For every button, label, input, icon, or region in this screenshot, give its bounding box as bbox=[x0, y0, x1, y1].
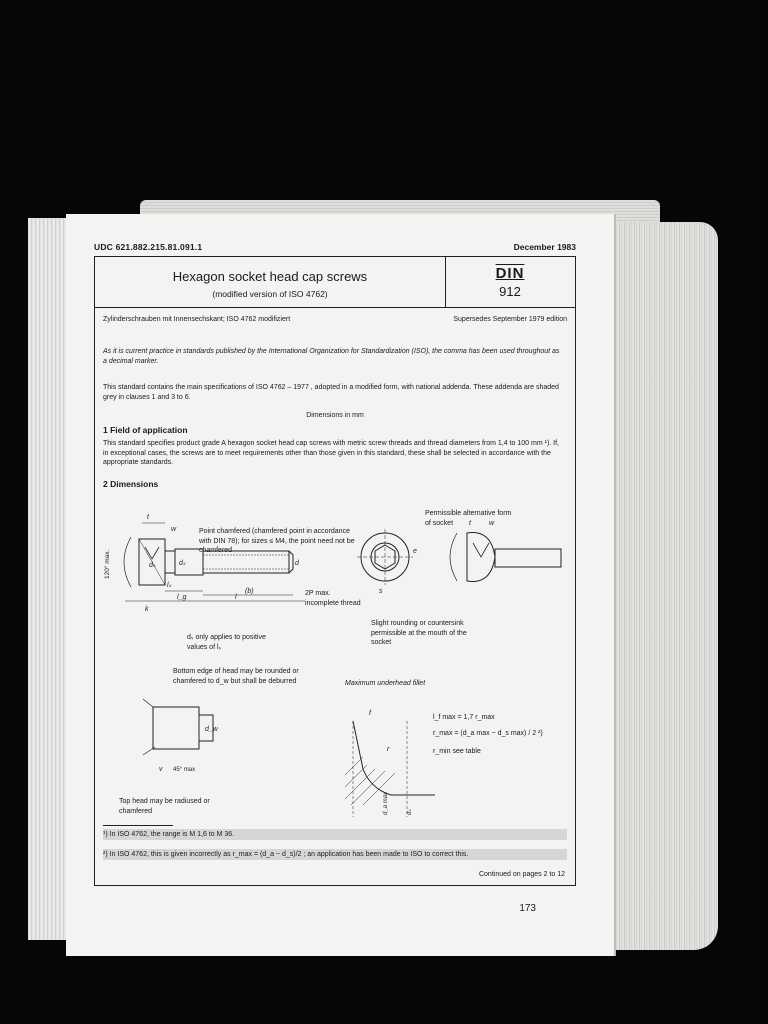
svg-text:t: t bbox=[469, 520, 471, 527]
fillet-formula-3: r_min see table bbox=[433, 748, 481, 755]
continued-note: Continued on pages 2 to 12 bbox=[478, 871, 565, 878]
section-2-heading: 2 Dimensions bbox=[103, 479, 159, 489]
svg-text:dₛ: dₛ bbox=[407, 809, 413, 815]
ds-note-label: dₛ only applies to positive values of lₛ bbox=[187, 634, 266, 651]
dimensions-note: Dimensions in mm bbox=[306, 412, 364, 419]
decimal-note: As it is current practice in standards published by the International Organization for Standardization (ISO), the comma has been used throughout as a decimal marker. bbox=[103, 348, 560, 365]
document-frame bbox=[94, 256, 576, 886]
head-detail-view bbox=[143, 699, 219, 773]
socket-end-view bbox=[357, 529, 417, 595]
svg-text:f: f bbox=[369, 710, 371, 717]
svg-text:r: r bbox=[387, 746, 390, 753]
svg-text:s: s bbox=[379, 588, 383, 595]
svg-text:v: v bbox=[159, 766, 163, 773]
svg-text:k: k bbox=[145, 606, 149, 613]
svg-text:w: w bbox=[171, 526, 177, 533]
svg-text:t: t bbox=[147, 514, 149, 521]
footnote-2: ²) In ISO 4762, this is given incorrectly as r_max = (d_a − d_s)/2 ; an application has been made to ISO to correct this. bbox=[103, 849, 567, 860]
svg-text:l: l bbox=[235, 594, 237, 601]
udc-code: UDC 621.882.215.81.091.1 bbox=[94, 242, 203, 252]
incomplete-thread-label: 2P max. incomplete thread bbox=[305, 590, 361, 607]
document-page bbox=[66, 214, 614, 956]
din-block bbox=[445, 257, 575, 308]
svg-text:45° max: 45° max bbox=[173, 767, 196, 773]
title-block bbox=[95, 257, 446, 308]
svg-text:d_a max: d_a max bbox=[383, 791, 389, 815]
fillet-formula-1: l_f max = 1,7 r_max bbox=[433, 714, 495, 721]
slight-rounding-label: Slight rounding or countersink permissible at the mouth of the socket bbox=[371, 620, 467, 646]
page-subtitle: (modified version of ISO 4762) bbox=[212, 289, 328, 299]
page-number: 173 bbox=[519, 903, 536, 914]
point-chamfered-label: Point chamfered (chamfered point in accordance with DIN 78); for sizes ≤ M4, the point need not be chamfered bbox=[199, 528, 355, 554]
max-underhead-label: Maximum underhead fillet bbox=[345, 680, 426, 687]
page-title: Hexagon socket head cap screws bbox=[172, 269, 368, 284]
fillet-detail-view bbox=[345, 710, 435, 817]
svg-text:lₛ: lₛ bbox=[167, 582, 172, 589]
svg-text:l_g: l_g bbox=[177, 594, 187, 601]
standard-note: This standard contains the main specifications of ISO 4762 – 1977 , adopted in a modified form, with national addenda. These addenda are shaded grey in clauses 1 and 3 to 6. bbox=[103, 384, 559, 401]
din-number: 912 bbox=[499, 284, 521, 299]
svg-text:dₖ: dₖ bbox=[149, 562, 156, 569]
svg-text:d: d bbox=[295, 560, 299, 567]
fillet-formula-2: r_max = (d_a max − d_s max) / 2 ²) bbox=[433, 730, 543, 737]
bottom-edge-label: Bottom edge of head may be rounded or chamfered to d_w but shall be deburred bbox=[173, 668, 299, 685]
book-page-stack bbox=[600, 222, 718, 950]
svg-text:(b): (b) bbox=[245, 588, 254, 595]
alternative-socket-form bbox=[450, 520, 561, 582]
svg-text:d_w: d_w bbox=[205, 726, 218, 733]
footnote-divider bbox=[103, 825, 173, 826]
svg-text:e: e bbox=[413, 548, 417, 555]
section-1-heading: 1 Field of application bbox=[103, 425, 188, 435]
alt-form-label: Permissible alternative form of socket bbox=[425, 510, 512, 527]
top-head-label: Top head may be radiused or chamfered bbox=[119, 798, 210, 815]
supersedes-note: Supersedes September 1979 edition bbox=[453, 316, 567, 323]
publication-date: December 1983 bbox=[513, 242, 576, 252]
section-1-text: This standard specifies product grade A hexagon socket head cap screws with metric screw threads and thread diameters from 1,4 to 100 mm ¹). If, in exceptional cases, the screws are to meet requirements other than those given in this standard, these shall be selected in accordance with the appropriate standards. bbox=[103, 440, 559, 466]
german-title: Zylinderschrauben mit Innensechskant; ISO 4762 modifiziert bbox=[103, 316, 291, 323]
svg-text:120° max.: 120° max. bbox=[104, 549, 111, 579]
svg-text:dₛ: dₛ bbox=[179, 560, 186, 567]
footnote-1: ¹) In ISO 4762, the range is M 1,6 to M 36. bbox=[103, 829, 567, 840]
din-label: DIN bbox=[495, 265, 525, 282]
svg-text:w: w bbox=[489, 520, 495, 527]
